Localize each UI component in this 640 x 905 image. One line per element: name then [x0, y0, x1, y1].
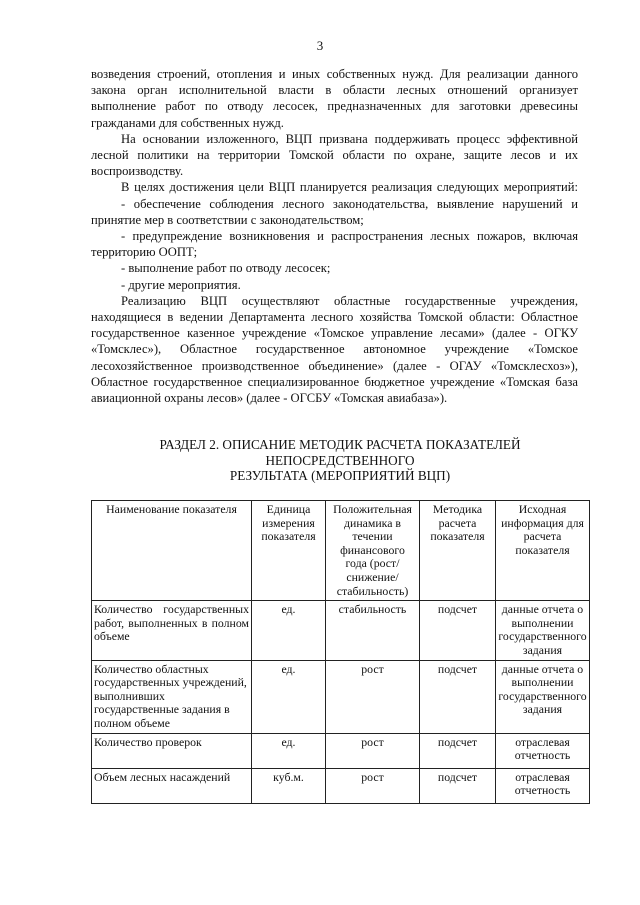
- cell-indicator-name: Количество проверок: [92, 733, 252, 768]
- header-indicator-name: Наименование показателя: [92, 501, 252, 601]
- cell-unit: куб.м.: [252, 768, 326, 803]
- cell-dynamics: рост: [326, 768, 420, 803]
- table-header-row: [92, 501, 590, 601]
- paragraph: В целях достижения цели ВЦП планируется реализация следующих мероприятий:: [121, 180, 578, 195]
- table-row: [92, 660, 590, 733]
- page-number: 3: [316, 38, 324, 53]
- section-title-line: РАЗДЕЛ 2. ОПИСАНИЕ МЕТОДИК РАСЧЕТА ПОКАЗАТЕЛЕЙ: [159, 437, 521, 452]
- cell-dynamics: рост: [326, 733, 420, 768]
- cell-source: отраслевая отчетность: [496, 733, 590, 768]
- cell-source: отраслевая отчетность: [496, 768, 590, 803]
- cell-source: данные отчета о выполнении государственного задания: [496, 601, 590, 660]
- header-unit: Единица измерения показателя: [252, 501, 326, 601]
- table-row: [92, 601, 590, 660]
- header-method: Методика расчета показателя: [420, 501, 496, 601]
- list-item: - обеспечение соблюдения лесного законодательства, выявление нарушений и принятие мер в соответствии с законодательством;: [91, 196, 578, 227]
- list-item: - другие мероприятия.: [121, 277, 241, 292]
- paragraph: возведения строений, отопления и иных собственных нужд. Для реализации данного закона орган исполнительной власти в области лесных отношений организует выполнение работ по отводу лесосек, предназначенных для заготовки древесины гражданами для собственных нужд.: [91, 67, 578, 130]
- cell-source: данные отчета о выполнении государственного задания: [496, 660, 590, 733]
- table-row: [92, 733, 590, 768]
- cell-method: подсчет: [420, 733, 496, 768]
- cell-indicator-name: Количество областных государственных учреждений, выполнивших государственные задания в полном объеме: [92, 660, 252, 733]
- cell-unit: ед.: [252, 660, 326, 733]
- paragraph: Реализацию ВЦП осуществляют областные государственные учреждения, находящиеся в ведении Департамента лесного хозяйства Томской области: Областное государственное казенное учреждение «Томское управление лесами» (далее - ОГКУ «Томсклес»), Областное государственное автономное учреждение «Томское лесохозяйственное производственное объединение» (далее - ОГАУ «Томсклесхоз»), Областное государственное специализированное бюджетное учреждение «Томская база авиационной охраны лесов» (далее - ОГСБУ «Томская авиабаза»).: [91, 293, 578, 406]
- cell-method: подсчет: [420, 660, 496, 733]
- body-text: [91, 66, 578, 406]
- list-item: - предупреждение возникновения и распространения лесных пожаров, включая территорию ООПТ;: [91, 229, 578, 260]
- section-title-line: НЕПОСРЕДСТВЕННОГО: [265, 452, 415, 468]
- header-source: Исходная информация для расчета показателя: [496, 501, 590, 601]
- cell-indicator-name: Количество государственных работ, выполненных в полном объеме: [92, 601, 252, 660]
- cell-unit: ед.: [252, 733, 326, 768]
- header-dynamics: Положительная динамика в течении финансового года (рост/ снижение/стабильность): [326, 501, 420, 601]
- paragraph: На основании изложенного, ВЦП призвана поддерживать процесс эффективной лесной политики на территории Томской области по охране, защите лесов и их воспроизводству.: [91, 131, 578, 179]
- table-row: [92, 768, 590, 803]
- cell-dynamics: рост: [326, 660, 420, 733]
- cell-method: подсчет: [420, 601, 496, 660]
- section-title: [80, 437, 600, 484]
- list-item: - выполнение работ по отводу лесосек;: [121, 261, 331, 276]
- section-title-line: РЕЗУЛЬТАТА (МЕРОПРИЯТИЙ ВЦП): [229, 468, 451, 484]
- indicators-table: [91, 500, 590, 804]
- cell-dynamics: стабильность: [326, 601, 420, 660]
- cell-indicator-name: Объем лесных насаждений: [92, 768, 252, 803]
- cell-method: подсчет: [420, 768, 496, 803]
- cell-unit: ед.: [252, 601, 326, 660]
